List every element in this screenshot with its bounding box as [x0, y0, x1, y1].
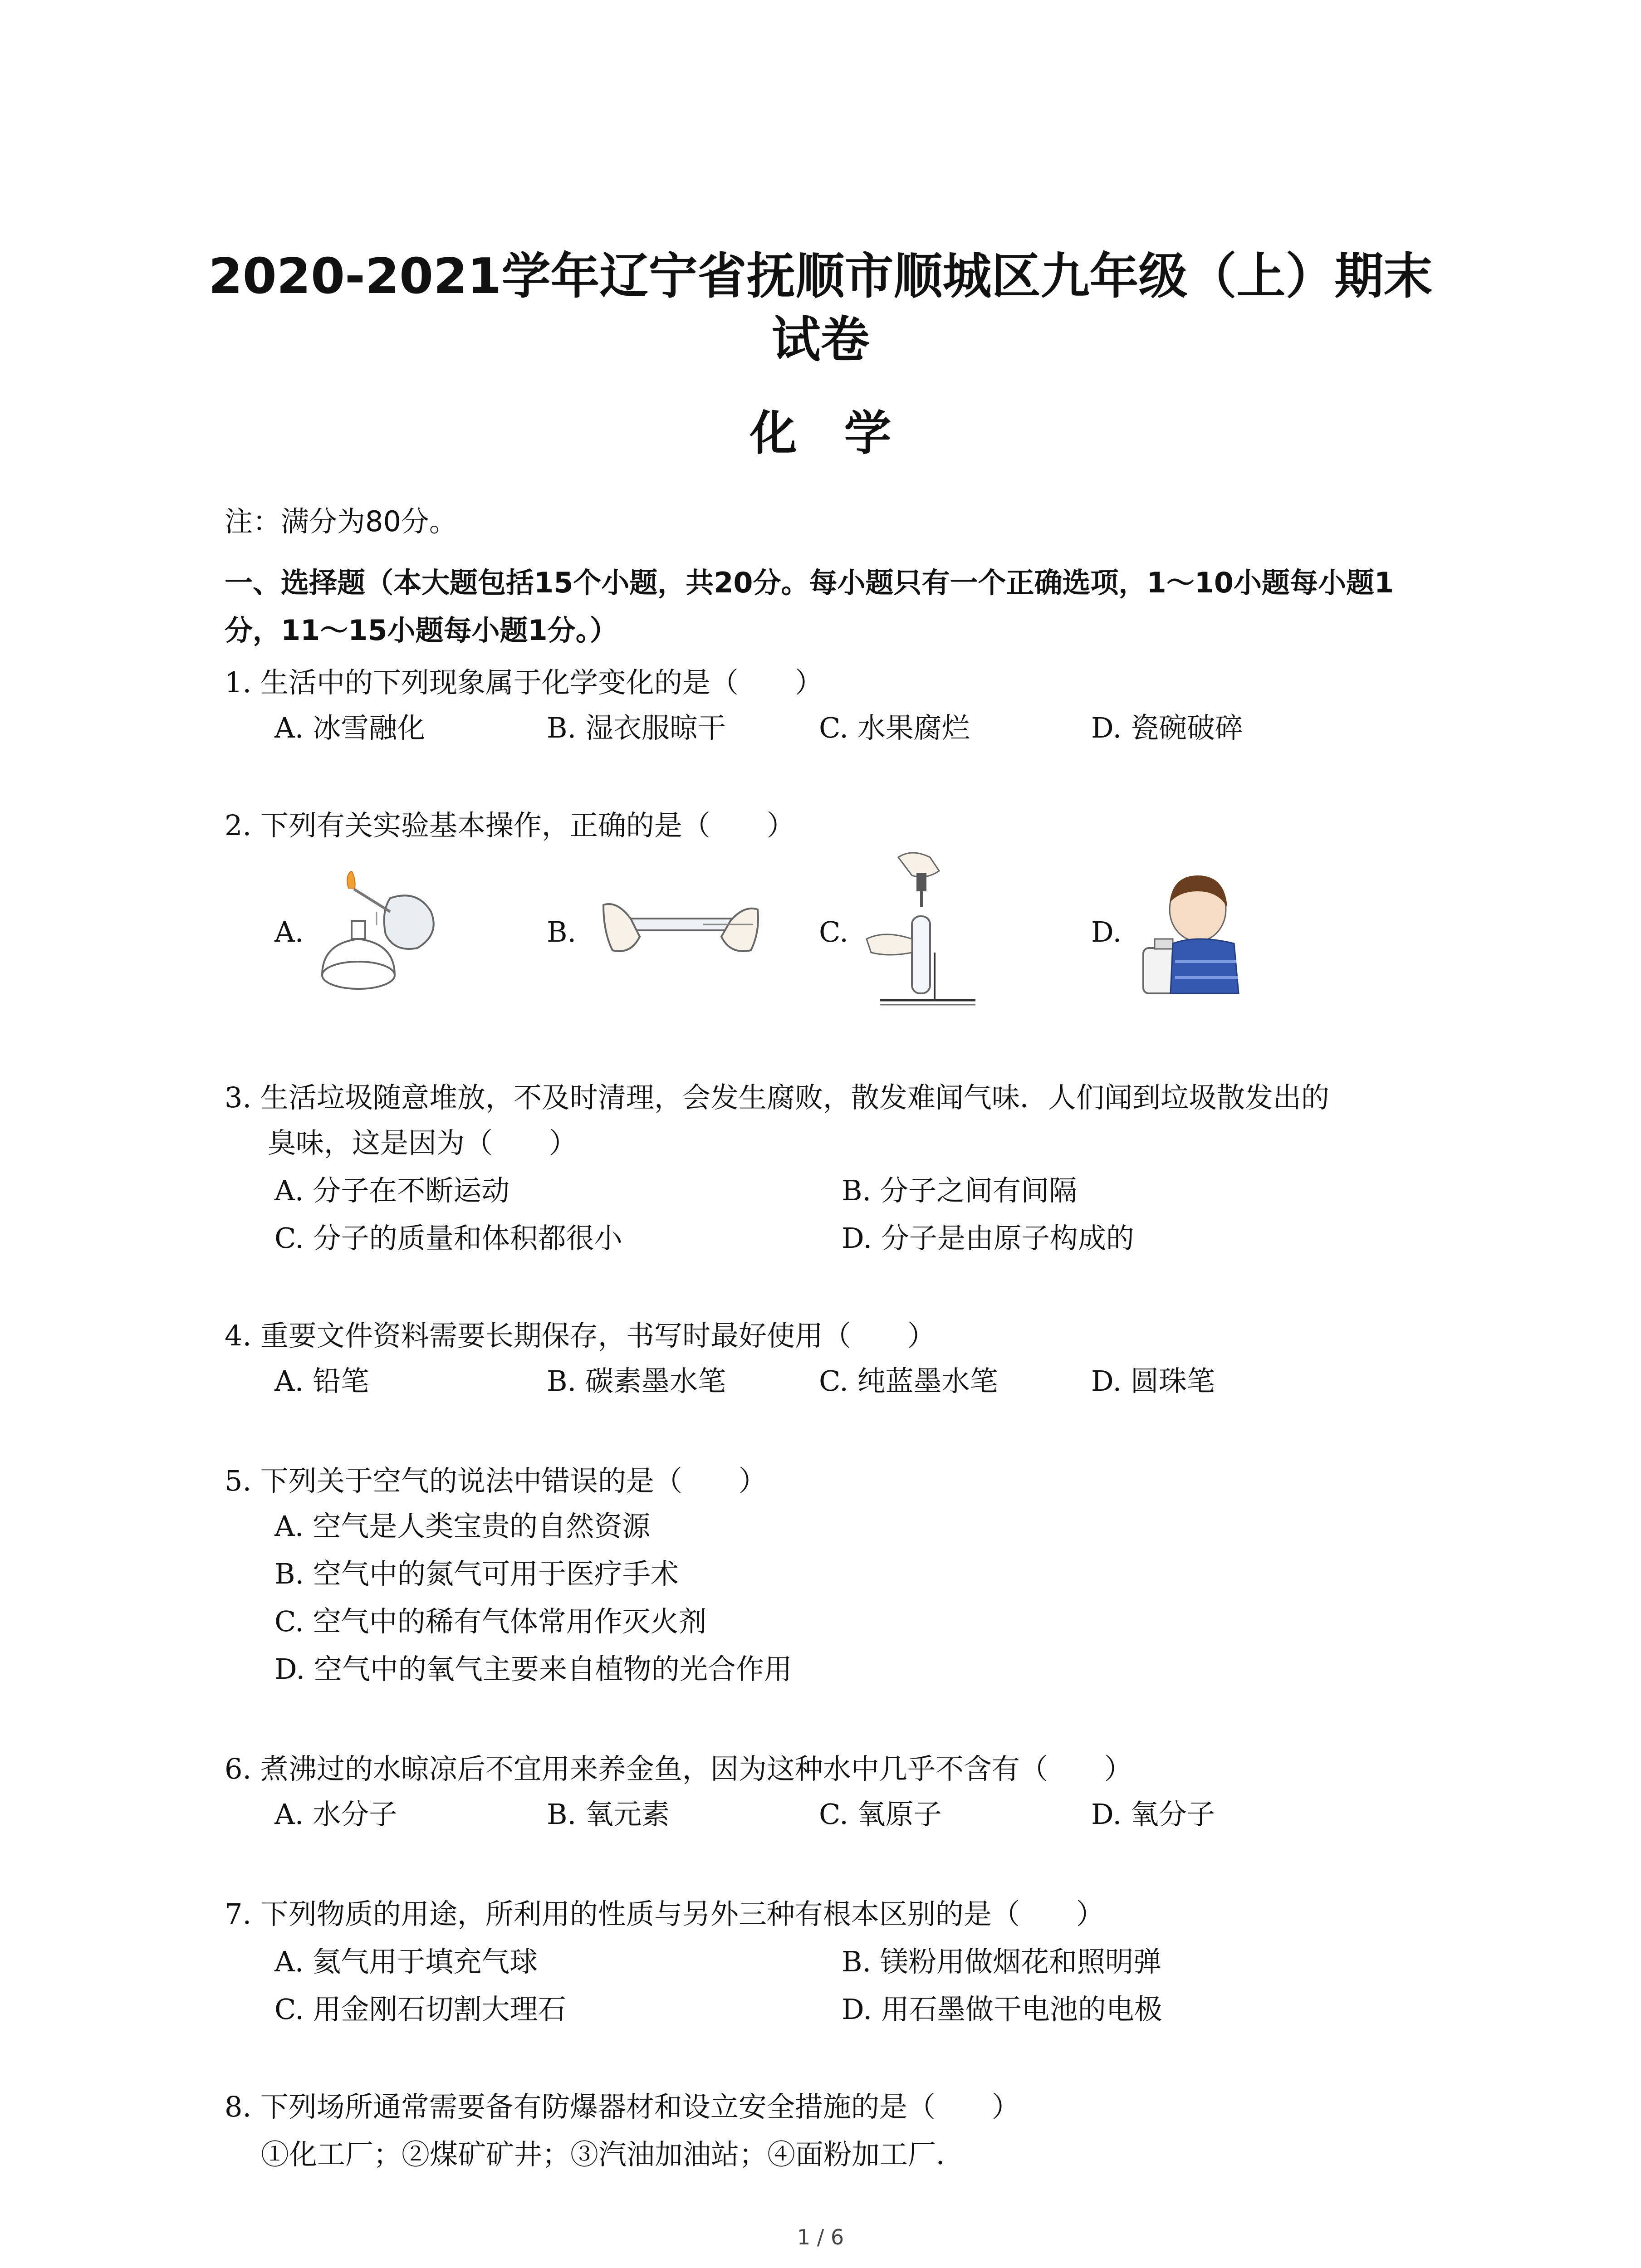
question-7-option-c: C. 用金刚石切割大理石 — [274, 1993, 566, 2026]
question-6-option-d: D. 氧分子 — [1091, 1798, 1215, 1831]
section-heading-continued: 分，11～15小题每小题1分。） — [225, 614, 618, 647]
question-5-option-b: B. 空气中的氮气可用于医疗手术 — [274, 1557, 679, 1590]
question-4-stem: 4. 重要文件资料需要长期保存，书写时最好使用（ ） — [225, 1319, 936, 1352]
question-8-items: ①化工厂；②煤矿矿井；③汽油加油站；④面粉加工厂． — [261, 2138, 965, 2171]
question-4-option-a: A. 铅笔 — [274, 1364, 369, 1398]
question-7-option-d: D. 用石墨做干电池的电极 — [842, 1993, 1162, 2026]
question-1-stem: 1. 生活中的下列现象属于化学变化的是（ ） — [225, 666, 823, 699]
question-3-option-b: B. 分子之间有间隔 — [842, 1174, 1077, 1207]
question-4-option-d: D. 圆珠笔 — [1091, 1364, 1215, 1398]
section-heading: 一、选择题（本大题包括15个小题，共20分。每小题只有一个正确选项，1～10小题每小题1 — [225, 566, 1394, 599]
question-5-stem: 5. 下列关于空气的说法中错误的是（ ） — [225, 1464, 767, 1497]
question-4-option-b: B. 碳素墨水笔 — [547, 1364, 726, 1398]
question-5-option-a: A. 空气是人类宝贵的自然资源 — [274, 1510, 651, 1543]
question-1-option-d: D. 瓷碗破碎 — [1091, 711, 1243, 744]
question-3-stem: 3. 生活垃圾随意堆放，不及时清理，会发生腐败，散发难闻气味．人们闻到垃圾散发出的 — [225, 1081, 1329, 1114]
question-3-option-d: D. 分子是由原子构成的 — [842, 1222, 1134, 1255]
page-number: 1 / 6 — [797, 2225, 844, 2249]
question-3-stem-continued: 臭味，这是因为（ ） — [268, 1126, 578, 1159]
question-5-option-d: D. 空气中的氧气主要来自植物的光合作用 — [274, 1652, 792, 1686]
question-1-option-a: A. 冰雪融化 — [274, 711, 426, 744]
question-6-option-c: C. 氧原子 — [819, 1798, 942, 1831]
smelling-gas-icon — [1130, 866, 1243, 998]
page-title-continued: 试卷 — [771, 312, 870, 368]
question-7-option-b: B. 镁粉用做烟花和照明弹 — [842, 1945, 1161, 1978]
question-1-option-c: C. 水果腐烂 — [819, 711, 970, 744]
question-7-option-a: A. 氦气用于填充气球 — [274, 1945, 538, 1978]
subject-title: 化 学 — [749, 406, 892, 461]
question-6-option-b: B. 氧元素 — [547, 1798, 670, 1831]
question-7-stem: 7. 下列物质的用途，所利用的性质与另外三种有根本区别的是（ ） — [225, 1897, 1104, 1931]
dropper-test-tube-icon — [862, 848, 980, 1012]
question-8-stem: 8. 下列场所通常需要备有防爆器材和设立安全措施的是（ ） — [225, 2090, 1020, 2123]
question-3-option-c: C. 分子的质量和体积都很小 — [274, 1222, 622, 1255]
question-2-option-b: B. — [547, 915, 577, 948]
question-2-option-d: D. — [1091, 915, 1122, 948]
question-2-option-c: C. — [819, 915, 848, 948]
page-title: 2020-2021学年辽宁省抚顺市顺城区九年级（上）期末 — [208, 248, 1433, 305]
question-6-stem: 6. 煮沸过的水晾凉后不宜用来养金鱼，因为这种水中几乎不含有（ ） — [225, 1752, 1132, 1785]
score-note: 注：满分为80分。 — [225, 505, 457, 538]
question-5-option-c: C. 空气中的稀有气体常用作灭火剂 — [274, 1605, 707, 1638]
question-2-stem: 2. 下列有关实验基本操作，正确的是（ ） — [225, 809, 795, 842]
question-2-option-a: A. — [274, 915, 304, 948]
question-6-option-a: A. 水分子 — [274, 1798, 397, 1831]
alcohol-lamp-lighting-icon — [313, 871, 445, 998]
question-1-option-b: B. 湿衣服晾干 — [547, 711, 726, 744]
question-3-option-a: A. 分子在不断运动 — [274, 1174, 510, 1207]
test-tube-holding-icon — [599, 887, 762, 978]
question-4-option-c: C. 纯蓝墨水笔 — [819, 1364, 998, 1398]
